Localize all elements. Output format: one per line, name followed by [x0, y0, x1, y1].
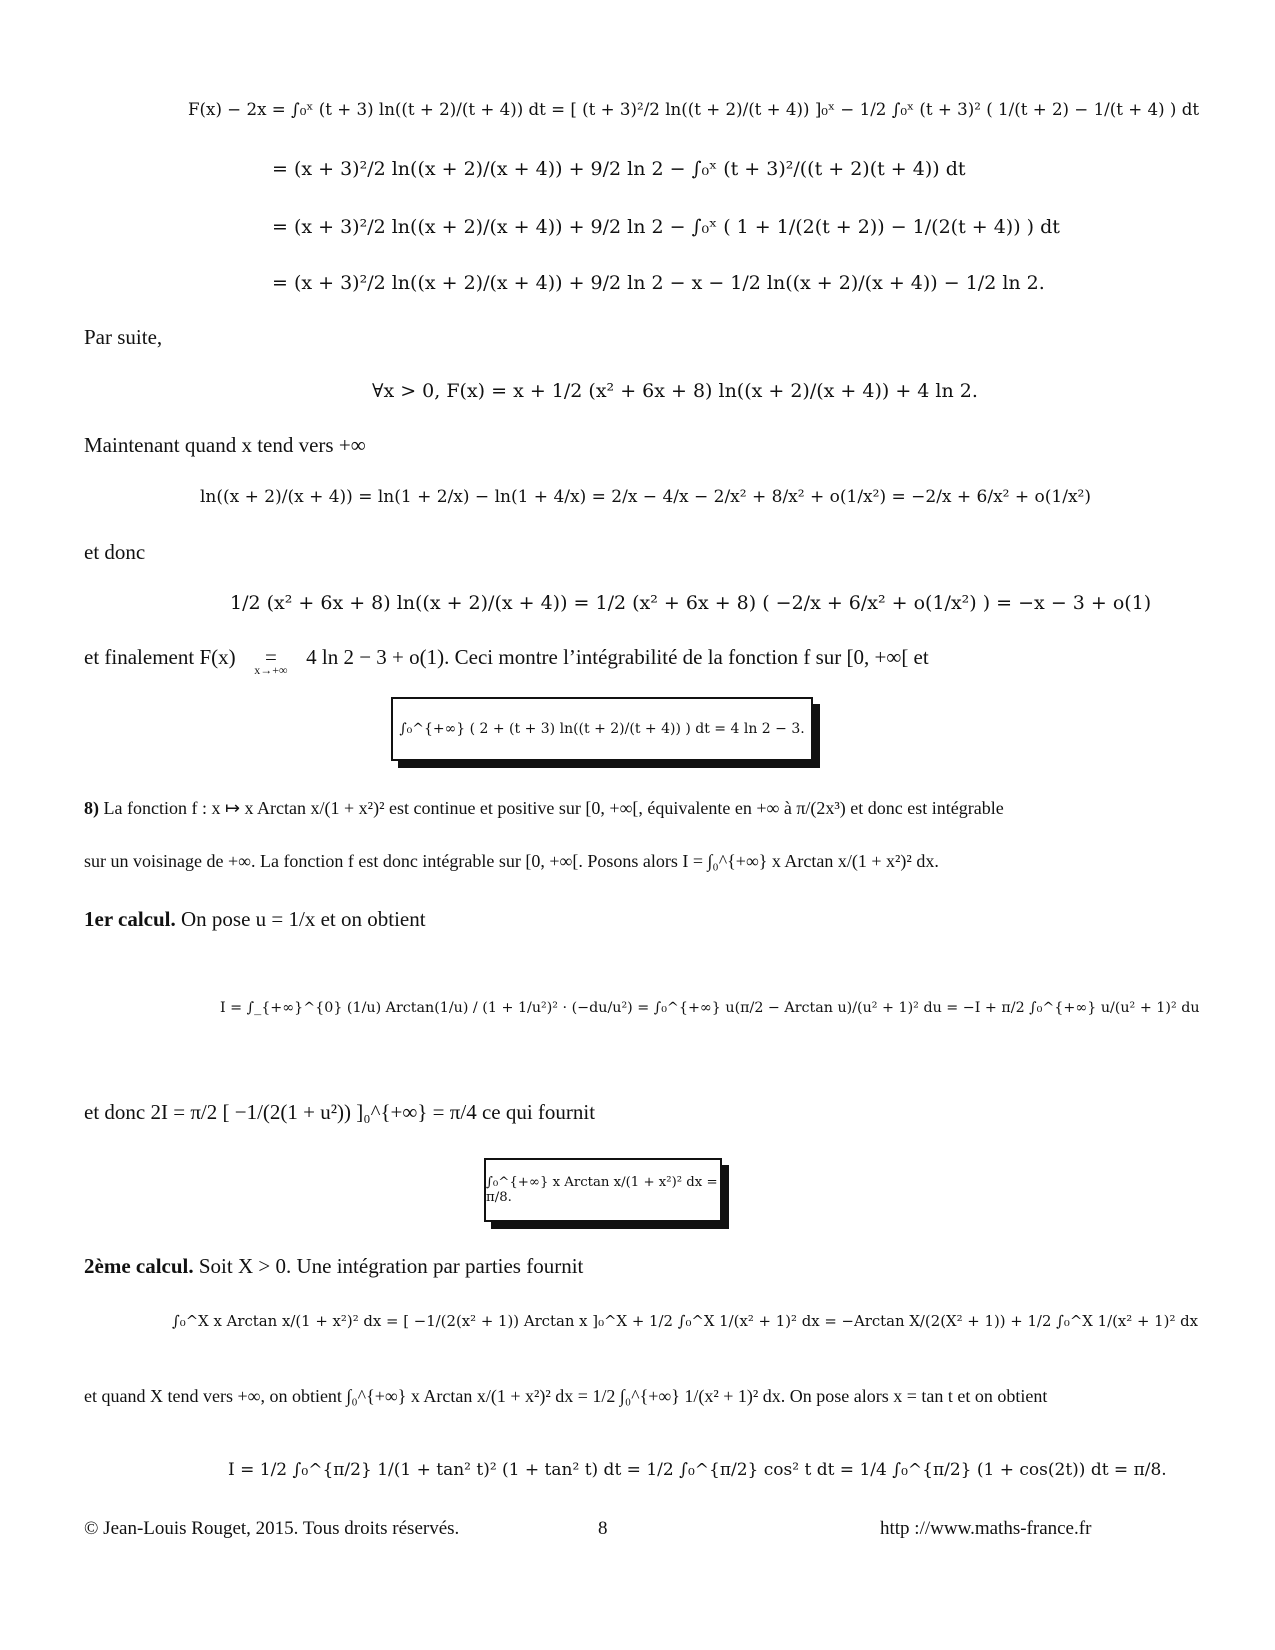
limit-subscript: x→+∞	[254, 663, 288, 677]
equation-second-calc: ∫₀^X x Arctan x/(1 + x²)² dx = [ −1/(2(x² + 1)) Arctan x ]₀^X + 1/2 ∫₀^X 1/(x² + 1)² dx = −Arctan X/(2(X² + 1)) + 1/2 ∫₀^X 1/(x² + 1)² dx	[172, 1312, 1199, 1330]
equation-f-minus-2x-line3: = (x + 3)²/2 ln((x + 2)/(x + 4)) + 9/2 ln 2 − ∫₀ˣ ( 1 + 1/(2(t + 2)) − 1/(2(t + 4)) ) dt	[272, 216, 1060, 238]
first-calc-text: On pose u = 1/x et on obtient	[181, 907, 426, 931]
question-8-text-line1: La fonction f : x ↦ x Arctan x/(1 + x²)² est continue et positive sur [0, +∞[, équivalente en +∞ à π/(2x³) et donc est intégrable	[103, 798, 1004, 818]
boxed-result-integral-2	[484, 1158, 722, 1222]
second-calc-intro	[84, 1254, 583, 1279]
question-8-line2: sur un voisinage de +∞. La fonction f est donc intégrable sur [0, +∞[. Posons alors I = ∫₀^{+∞} x Arctan x/(1 + x²)² dx.	[84, 851, 939, 871]
first-calc-intro	[84, 907, 426, 932]
limit-equals	[241, 645, 301, 677]
equation-final-calc: I = 1/2 ∫₀^{π/2} 1/(1 + tan² t)² (1 + tan² t) dt = 1/2 ∫₀^{π/2} cos² t dt = 1/4 ∫₀^{π/2} (1 + cos(2t)) dt = π/8.	[228, 1460, 1167, 1480]
footer-page-number: 8	[598, 1518, 608, 1539]
question-8-line1	[84, 798, 1004, 819]
question-8-label: 8)	[84, 798, 99, 818]
text-finalement-pre: et finalement F(x)	[84, 645, 236, 669]
equation-ln-expansion: ln((x + 2)/(x + 4)) = ln(1 + 2/x) − ln(1 + 4/x) = 2/x − 4/x − 2/x² + 8/x² + o(1/x²) = −2/x + 6/x² + o(1/x²)	[200, 487, 1091, 507]
text-quand-x-tend: et quand X tend vers +∞, on obtient ∫₀^{+∞} x Arctan x/(1 + x²)² dx = 1/2 ∫₀^{+∞} 1/(x² + 1)² dx. On pose alors x = tan t et on obtient	[84, 1386, 1048, 1406]
limit-equals-sign: =	[264, 645, 277, 669]
equation-f-minus-2x-line2: = (x + 3)²/2 ln((x + 2)/(x + 4)) + 9/2 ln 2 − ∫₀ˣ (t + 3)²/((t + 2)(t + 4)) dt	[272, 158, 966, 180]
equation-f-formula: ∀x > 0, F(x) = x + 1/2 (x² + 6x + 8) ln((x + 2)/(x + 4)) + 4 ln 2.	[372, 380, 978, 402]
text-finalement-post: 4 ln 2 − 3 + o(1). Ceci montre l’intégrabilité de la fonction f sur [0, +∞[ et	[306, 645, 929, 669]
equation-first-calc: I = ∫_{+∞}^{0} (1/u) Arctan(1/u) / (1 + 1/u²)² · (−du/u²) = ∫₀^{+∞} u(π/2 − Arctan u)/(u² + 1)² du = −I + π/2 ∫₀^{+∞} u/(u² + 1)² du	[220, 1000, 1200, 1016]
boxed-result-2-text: ∫₀^{+∞} x Arctan x/(1 + x²)² dx = π/8.	[486, 1175, 718, 1205]
equation-product-expansion: 1/2 (x² + 6x + 8) ln((x + 2)/(x + 4)) = 1/2 (x² + 6x + 8) ( −2/x + 6/x² + o(1/x²) ) = −x − 3 + o(1)	[230, 592, 1152, 614]
text-maintenant: Maintenant quand x tend vers +∞	[84, 433, 366, 457]
text-par-suite: Par suite,	[84, 325, 163, 349]
text-et-donc: et donc	[84, 540, 146, 564]
boxed-result-integral-1	[391, 697, 813, 761]
second-calc-label: 2ème calcul.	[84, 1254, 194, 1278]
footer-copyright: © Jean-Louis Rouget, 2015. Tous droits réservés.	[84, 1518, 460, 1539]
text-finalement	[84, 645, 929, 677]
boxed-result-1-text: ∫₀^{+∞} ( 2 + (t + 3) ln((t + 2)/(t + 4)) ) dt = 4 ln 2 − 3.	[399, 721, 805, 737]
footer-url[interactable]: http ://www.maths-france.fr	[880, 1518, 1092, 1539]
first-calc-label: 1er calcul.	[84, 907, 176, 931]
equation-f-minus-2x-line1: F(x) − 2x = ∫₀ˣ (t + 3) ln((t + 2)/(t + 4)) dt = [ (t + 3)²/2 ln((t + 2)/(t + 4)) ]₀ˣ − 1/2 ∫₀ˣ (t + 3)² ( 1/(t + 2) − 1/(t + 4) ) dt	[188, 100, 1200, 119]
second-calc-text: Soit X > 0. Une intégration par parties fournit	[198, 1254, 584, 1278]
equation-f-minus-2x-line4: = (x + 3)²/2 ln((x + 2)/(x + 4)) + 9/2 ln 2 − x − 1/2 ln((x + 2)/(x + 4)) − 1/2 ln 2.	[272, 272, 1045, 294]
text-et-donc-2i: et donc 2I = π/2 [ −1/(2(1 + u²)) ]₀^{+∞} = π/4 ce qui fournit	[84, 1100, 596, 1124]
